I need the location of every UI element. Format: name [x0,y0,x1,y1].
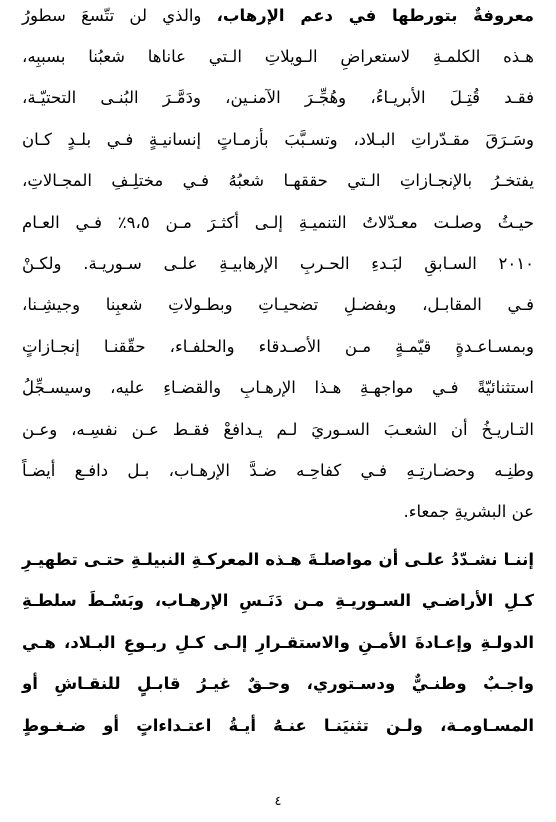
paragraph-2 [22,540,534,760]
paragraph-2-line-4: واجـبٌ وطنـيٌّ ودسـتوري، وحـقٌ غيـرُ قابـلٍ للنقـاشِ أو [22,674,534,693]
paragraph-1-line-12: وطنِـه وحضـارتِـهِ فـي كفاحِـه ضـدَّ الإرهـاب، بـل دافـع أيضـاً [22,461,534,480]
paragraph-1-line-5: يفتخـرُ بالإنجـازاتِ الـتي حققهـا شعبُهُ فـي مختلِـفِ المجـالاتِ، [22,171,534,190]
paragraph-1-line-11: التـاريـخُ أن الشعـبَ السـوريَ لـم يـدافعْ فقـط عـن نفسِـه، وعـن [22,420,534,439]
paragraph-1-line-10: استثنائيّةً فـي مواجهـةِ هـذا الإرهـابِ والقضـاءِ عليه، وسيسـجِّلُ [22,378,534,397]
paragraph-1-line-1 [22,0,534,36]
paragraph-2-line-3: الدولـةِ وإعـادةَ الأمـنِ والاستقـرارِ إلـى كـلِ ربـوعِ البـلاد، هـي [22,633,534,652]
paragraph-1-line-2: هـذه الكلمـةِ لاستعراضِ الـويلاتِ الـتي عاناها شعبُنا بسببِه، [22,47,534,66]
page-number: ٤ [274,794,282,809]
paragraph-1-line-4: وسَـرَقَ مقـدّراتِ البـلاد، وتسـبَّبَ بأزمـاتٍ إنسانيـةٍ فـي بلـدٍ كـان [22,130,534,149]
paragraph-2-line-2: كـلِ الأراضـي السـوريـةِ مـن دَنَـسِ الإرهـاب، وبَسْـطَ سلطـةِ [22,591,534,610]
paragraph-2-line-1: إننـا نشـدّدُ علـى أن مواصلـةَ هـذه المعركـةِ النبيلـةِ حتـى تطهيـرِ [22,550,534,569]
paragraph-1 [22,0,534,540]
paragraph-1-line-3: فقـد قُتِـلَ الأبريـاءُ، وهُجِّـرَ الآمنـين، ودَمَّـرَ البُنـى التحتيّـة، [22,88,534,107]
line-text: والذي لن تتّسعَ سطورُ [22,6,202,25]
paragraph-1-line-6: حيـثُ وصلـت معـدّلاتُ التنميـةِ إلـى أكثـرَ مـن ٩،٥٪ فـي العـام [22,213,534,232]
paragraph-1-line-7: ٢٠١٠ السـابقِ لبَـدءِ الحـربِ الإرهابيـةِ علـى سـوريـة. ولكـنْ [22,254,534,273]
paragraph-1-last-line: عن البشريةِ جمعاء. [403,502,534,521]
paragraph-1-line-9: وبمسـاعـدةٍ قيّمـةٍ مـن الأصـدقاء والحلفـاء، حقّقنـا إنجـازاتٍ [22,337,534,356]
paragraph-1-line-8: فـي المقابـل، وبفضـلِ تضحيـاتِ وبطـولاتِ شعبِنا وجيشِـنا، [22,295,534,314]
bold-phrase: معروفةٌ بتورطها في دعم الإرهاب، [216,6,534,25]
paragraph-2-line-5: المسـاومـة، ولـن تثنيَنـا عنـهُ أيـةُ اعتـداءاتٍ أو ضـغـوطٍ [22,716,534,735]
